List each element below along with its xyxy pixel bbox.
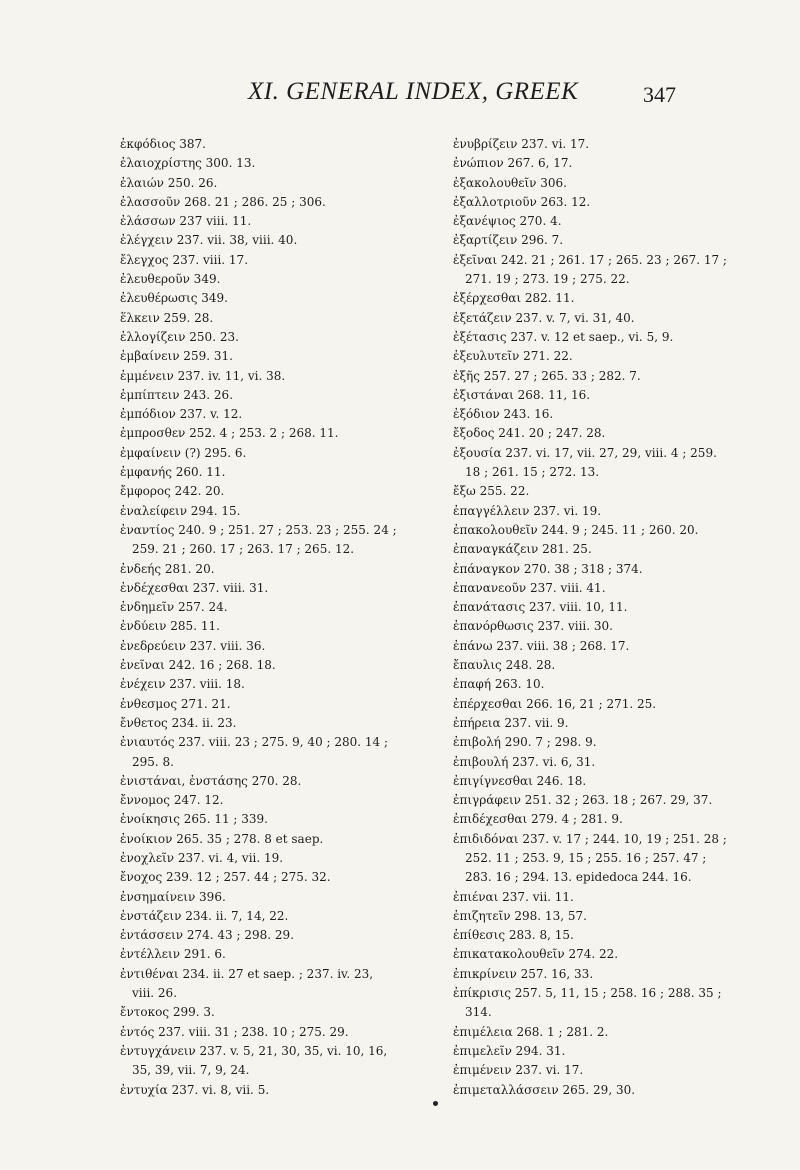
index-entry: ἐξευλυτεῖν 271. 22. — [453, 349, 573, 364]
index-entry: ἐνιαυτός 237. viii. 23 ; 275. 9, 40 ; 280. 14 ; — [120, 735, 389, 750]
index-entry: ἐντυγχάνειν 237. v. 5, 21, 30, 35, vi. 10, 16, — [120, 1043, 388, 1058]
index-entry: ἕλκειν 259. 28. — [120, 310, 214, 325]
index-entry: ἔξοδος 241. 20 ; 247. 28. — [453, 426, 606, 441]
index-entry: ἐλασσοῦν 268. 21 ; 286. 25 ; 306. — [120, 194, 326, 209]
index-entry: ἐναλείφειν 294. 15. — [120, 503, 241, 518]
index-entry: ἐμπροσθεν 252. 4 ; 253. 2 ; 268. 11. — [120, 426, 339, 441]
index-entry: ἐπίθεσις 283. 8, 15. — [453, 928, 574, 943]
page-mark-dot — [433, 1101, 438, 1106]
index-entry: ἐλευθέρωσις 349. — [120, 291, 228, 306]
index-entry: ἐξέρχεσθαι 282. 11. — [453, 291, 575, 306]
index-entry: ἐπιβουλή 237. vi. 6, 31. — [453, 754, 596, 769]
index-entry: ἐμμένειν 237. iv. 11, vi. 38. — [120, 368, 286, 383]
index-entry: ἐντάσσειν 274. 43 ; 298. 29. — [120, 928, 294, 943]
index-entry: ἔνθετος 234. ii. 23. — [120, 715, 237, 730]
page-number: 347 — [643, 82, 676, 107]
index-entry: ἐπιβολή 290. 7 ; 298. 9. — [453, 735, 597, 750]
index-entry: ἐνοχλεῖν 237. vi. 4, vii. 19. — [120, 850, 284, 865]
index-entry: ἐξετάζειν 237. v. 7, vi. 31, 40. — [453, 310, 635, 325]
index-entry: ἐξανέψιος 270. 4. — [453, 214, 562, 229]
index-entry: ἐπανόρθωσις 237. viii. 30. — [453, 619, 613, 634]
index-entry: ἐλάσσων 237 viii. 11. — [120, 214, 252, 229]
index-entry: ἐπιμέλεια 268. 1 ; 281. 2. — [453, 1024, 609, 1039]
index-entry: 18 ; 261. 15 ; 272. 13. — [465, 465, 600, 480]
index-entry: ἔμφορος 242. 20. — [120, 484, 225, 499]
index-entry: ἐξιστάναι 268. 11, 16. — [453, 387, 591, 402]
index-entry: ἐξακολουθεῖν 306. — [453, 175, 567, 190]
index-entry: ἔπαυλις 248. 28. — [453, 658, 556, 673]
running-header — [0, 78, 800, 118]
index-entry: ἐξόδιον 243. 16. — [453, 407, 554, 422]
index-entry: ἐπιμένειν 237. vi. 17. — [453, 1063, 584, 1078]
index-entry: ἐνδέχεσθαι 237. viii. 31. — [120, 580, 269, 595]
index-entry: 314. — [465, 1005, 492, 1020]
index-entry: 259. 21 ; 260. 17 ; 263. 17 ; 265. 12. — [132, 542, 355, 557]
index-entry: ἐκφόδιος 387. — [120, 137, 206, 151]
index-entry: ἐλευθεροῦν 349. — [120, 272, 221, 287]
index-entry: ἐξουσία 237. vi. 17, vii. 27, 29, viii. 4 ; 259. — [453, 445, 717, 460]
index-entry: ἐπικατακολουθεῖν 274. 22. — [453, 947, 619, 962]
index-entry: ἔντοκος 299. 3. — [120, 1005, 215, 1020]
index-entry: ἐνεῖναι 242. 16 ; 268. 18. — [120, 658, 276, 673]
index-entry: ἐπέρχεσθαι 266. 16, 21 ; 271. 25. — [453, 696, 657, 711]
index-entry: ἐπιζητεῖν 298. 13, 57. — [453, 908, 587, 923]
index-entry: ἔνοχος 239. 12 ; 257. 44 ; 275. 32. — [120, 870, 331, 885]
running-head: XI. GENERAL INDEX, GREEK — [248, 78, 579, 105]
index-entry: ἐνθεσμος 271. 21. — [120, 696, 231, 711]
index-entry: ἐνσημαίνειν 396. — [120, 889, 226, 904]
index-entry: ἐπάναγκον 270. 38 ; 318 ; 374. — [453, 561, 643, 576]
index-column-left — [120, 135, 445, 1100]
index-entry: ἐνυβρίζειν 237. vi. 17. — [453, 137, 590, 151]
index-entry: 271. 19 ; 273. 19 ; 275. 22. — [465, 272, 630, 287]
index-entry: ἐνεδρεύειν 237. viii. 36. — [120, 638, 266, 653]
index-entry: ἐπιγράφειν 251. 32 ; 263. 18 ; 267. 29, 37. — [453, 793, 713, 808]
index-entry: ἐνώπιον 267. 6, 17. — [453, 156, 573, 171]
index-entry: ἐπιδέχεσθαι 279. 4 ; 281. 9. — [453, 812, 623, 827]
index-entry: ἐξαρτίζειν 296. 7. — [453, 233, 564, 248]
index-entry: ἐπιμεταλλάσσειν 265. 29, 30. — [453, 1082, 636, 1097]
index-entry: ἐπάνω 237. viii. 38 ; 268. 17. — [453, 638, 630, 653]
index-entry: ἐπιμελεῖν 294. 31. — [453, 1043, 566, 1058]
index-entry: ἐμφανής 260. 11. — [120, 465, 226, 480]
index-entry: ἐξαλλοτριοῦν 263. 12. — [453, 194, 591, 209]
index-entry: ἔλεγχος 237. viii. 17. — [120, 252, 249, 267]
index-entry: ἐπίκρισις 257. 5, 11, 15 ; 258. 16 ; 288. 35 ; — [453, 986, 722, 1001]
index-entry: ἐνιστάναι, ἐνστάσης 270. 28. — [120, 773, 302, 788]
index-entry: ἐλαιών 250. 26. — [120, 175, 218, 190]
index-entry: viii. 26. — [132, 986, 178, 1001]
index-entry: ἐπαναγκάζειν 281. 25. — [453, 542, 592, 557]
index-entry: ἐλέγχειν 237. vii. 38, viii. 40. — [120, 233, 298, 248]
index-entry: ἐντιθέναι 234. ii. 27 et saep. ; 237. iv. 23, — [120, 966, 374, 981]
index-entry: ἐνοίκησις 265. 11 ; 339. — [120, 812, 268, 827]
index-entry: ἐνδύειν 285. 11. — [120, 619, 220, 634]
index-entry: ἐνοίκιον 265. 35 ; 278. 8 et saep. — [120, 831, 324, 846]
index-entry: ἐπαγγέλλειν 237. vi. 19. — [453, 503, 602, 518]
index-entry: ἐλλογίζειν 250. 23. — [120, 329, 239, 344]
index-entry: ἐξεῖναι 242. 21 ; 261. 17 ; 265. 23 ; 267. 17 ; — [453, 252, 727, 267]
index-entry: 252. 11 ; 253. 9, 15 ; 255. 16 ; 257. 47 ; — [465, 850, 707, 865]
index-entry: ἐμβαίνειν 259. 31. — [120, 349, 233, 364]
index-entry: ἐπιέναι 237. vii. 11. — [453, 889, 574, 904]
index-entry: ἐνέχειν 237. viii. 18. — [120, 677, 245, 692]
index-entry: ἐντέλλειν 291. 6. — [120, 947, 226, 962]
index-entry: ἔξω 255. 22. — [453, 484, 530, 499]
index-entry: ἐνστάζειν 234. ii. 7, 14, 22. — [120, 908, 289, 923]
index-entry: ἐναντίος 240. 9 ; 251. 27 ; 253. 23 ; 255. 24 ; — [120, 522, 397, 537]
index-entry: ἐπιδιδόναι 237. v. 17 ; 244. 10, 19 ; 251. 28 ; — [453, 831, 727, 846]
index-entry: ἐπιγίγνεσθαι 246. 18. — [453, 773, 587, 788]
index-entry: ἐνδεής 281. 20. — [120, 561, 215, 576]
index-entry: ἐνδημεῖν 257. 24. — [120, 600, 228, 615]
index-entry: ἐπικρίνειν 257. 16, 33. — [453, 966, 594, 981]
index-entry: 35, 39, vii. 7, 9, 24. — [132, 1063, 250, 1078]
index-entry: ἐξέτασις 237. v. 12 et saep., vi. 5, 9. — [453, 329, 674, 344]
index-entry: ἐπαφή 263. 10. — [453, 677, 545, 692]
index-entry: ἐπακολουθεῖν 244. 9 ; 245. 11 ; 260. 20. — [453, 522, 699, 537]
index-entry: ἐμπίπτειν 243. 26. — [120, 387, 234, 402]
index-entry: ἐμφαίνειν (?) 295. 6. — [120, 445, 247, 460]
index-entry: ἐξῆς 257. 27 ; 265. 33 ; 282. 7. — [453, 368, 641, 383]
index-entry: ἔννομος 247. 12. — [120, 793, 224, 808]
index-entry: 283. 16 ; 294. 13. epidedoca 244. 16. — [465, 870, 692, 885]
index-entry: ἐπήρεια 237. vii. 9. — [453, 715, 569, 730]
index-entry: ἐλαιοχρίστης 300. 13. — [120, 156, 256, 171]
index-entry: ἐπανάτασις 237. viii. 10, 11. — [453, 600, 628, 615]
index-entry: ἐμπόδιον 237. v. 12. — [120, 407, 243, 422]
index-entry: ἐντός 237. viii. 31 ; 238. 10 ; 275. 29. — [120, 1024, 349, 1039]
index-entry: ἐντυχία 237. vi. 8, vii. 5. — [120, 1082, 270, 1097]
index-entry: 295. 8. — [132, 754, 174, 769]
index-column-right — [453, 135, 778, 1100]
index-entry: ἐπανανεοῦν 237. viii. 41. — [453, 580, 606, 595]
